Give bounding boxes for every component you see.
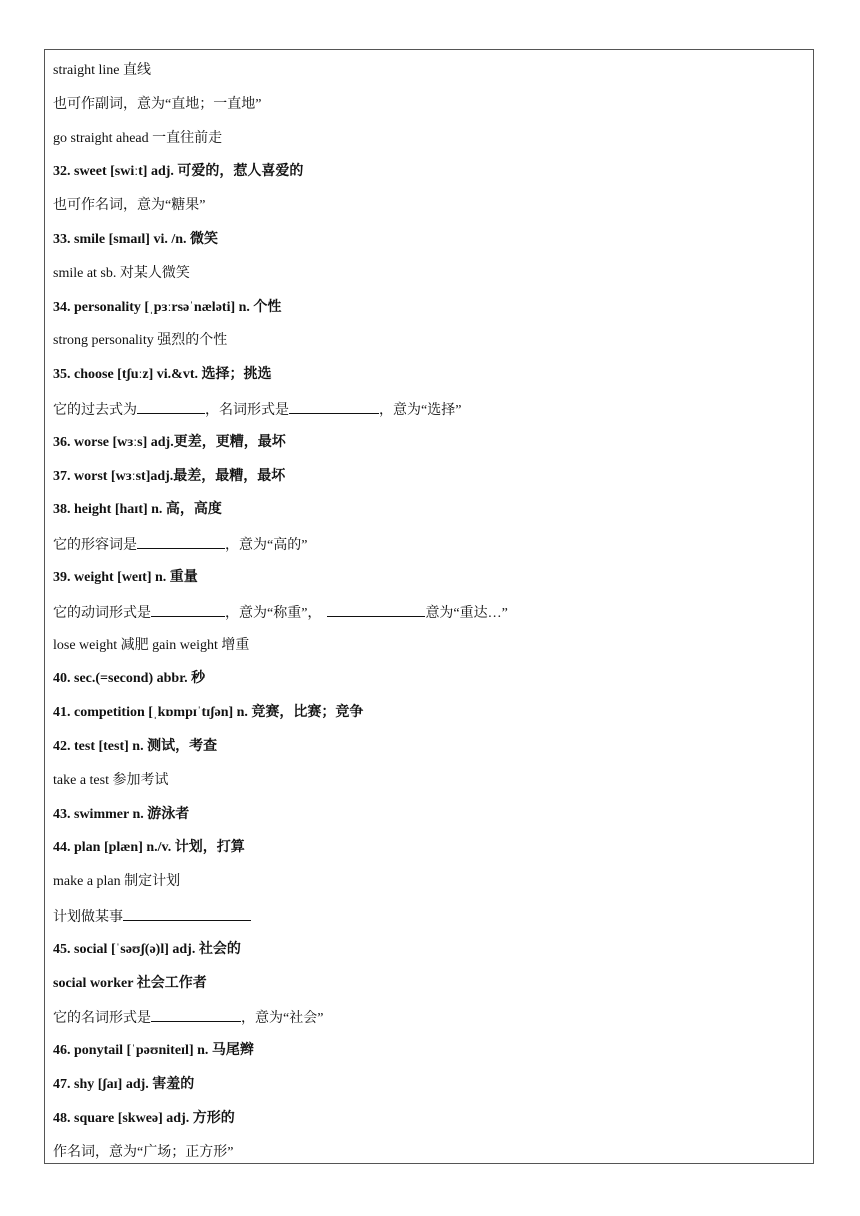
fill-text: ，名词形式是 <box>205 402 289 418</box>
fill-text: 它的动词形式是 <box>53 605 151 621</box>
entry-32-sweet: 32. sweet [swiːt] adj. 可爱的，惹人喜爱的 <box>53 164 304 180</box>
fill-text: ，意为“称重”， <box>225 605 322 621</box>
line-6: smile at sb. 对某人微笑 <box>53 265 190 281</box>
document-frame <box>44 49 814 1164</box>
line-0: straight line 直线 <box>53 63 151 78</box>
fill-text: 计划做某事 <box>53 909 123 925</box>
entry-37-worst: 37. worst [wɜːst]adj.最差，最糟，最坏 <box>53 468 286 484</box>
answer-blank[interactable] <box>327 601 425 617</box>
entry-42-test: 42. test [test] n. 测试，考查 <box>53 738 218 754</box>
entry-38-height: 38. height [haɪt] n. 高，高度 <box>53 502 222 518</box>
entry-36-worse: 36. worse [wɜːs] adj.更差，更糟，最坏 <box>53 434 286 450</box>
line-1: 也可作副词，意为“直地；一直地” <box>53 96 262 112</box>
fill-text: 它的形容词是 <box>53 538 137 554</box>
line-32: 作名词，意为“广场；正方形” <box>53 1144 234 1160</box>
fill-line-choose <box>53 398 805 432</box>
answer-blank[interactable] <box>137 398 205 414</box>
answer-blank[interactable] <box>151 601 225 617</box>
entry-44-plan: 44. plan [plæn] n./v. 计划，打算 <box>53 840 245 856</box>
entry-46-ponytail: 46. ponytail [ˈpəʊniteɪl] n. 马尾辫 <box>53 1043 254 1059</box>
line-27: social worker 社会工作者 <box>53 975 207 991</box>
answer-blank[interactable] <box>123 905 251 921</box>
line-17: lose weight 减肥 gain weight 增重 <box>53 637 250 653</box>
answer-blank[interactable] <box>289 398 379 414</box>
answer-blank[interactable] <box>151 1006 241 1022</box>
line-8: strong personality 强烈的个性 <box>53 333 228 349</box>
fill-text: 意为“重达…” <box>425 605 508 621</box>
fill-text: 它的过去式为 <box>53 402 137 418</box>
entry-33-smile: 33. smile [smaɪl] vi. /n. 微笑 <box>53 231 219 247</box>
entry-48-square: 48. square [skweə] adj. 方形的 <box>53 1110 235 1126</box>
answer-blank[interactable] <box>137 533 225 549</box>
entry-40-sec: 40. sec.(=second) abbr. 秒 <box>53 671 206 687</box>
line-2: go straight ahead 一直往前走 <box>53 130 223 146</box>
vocabulary-list <box>53 60 805 1175</box>
fill-text: ，意为“社会” <box>241 1011 324 1027</box>
entry-34-personality: 34. personality [ˌpɜːrsəˈnæləti] n. 个性 <box>53 299 282 315</box>
fill-line-social <box>53 1006 805 1040</box>
entry-41-competition: 41. competition [ˌkɒmpɪˈtɪʃən] n. 竞赛，比赛；竞争 <box>53 705 364 721</box>
fill-text: ，意为“选择” <box>379 402 462 418</box>
entry-35-choose: 35. choose [tʃuːz] vi.&vt. 选择；挑选 <box>53 367 272 383</box>
line-21: take a test 参加考试 <box>53 772 169 788</box>
entry-43-swimmer: 43. swimmer n. 游泳者 <box>53 806 190 822</box>
fill-text: 它的名词形式是 <box>53 1011 151 1027</box>
fill-text: ，意为“高的” <box>225 538 308 554</box>
fill-line-plan <box>53 905 805 939</box>
entry-47-shy: 47. shy [ʃaɪ] adj. 害羞的 <box>53 1076 195 1092</box>
entry-39-weight: 39. weight [weɪt] n. 重量 <box>53 569 198 585</box>
line-24: make a plan 制定计划 <box>53 874 181 890</box>
fill-line-weight <box>53 601 805 635</box>
entry-45-social: 45. social [ˈsəʊʃ(ə)l] adj. 社会的 <box>53 941 241 957</box>
line-4: 也可作名词，意为“糖果” <box>53 198 206 214</box>
fill-line-height <box>53 533 805 567</box>
